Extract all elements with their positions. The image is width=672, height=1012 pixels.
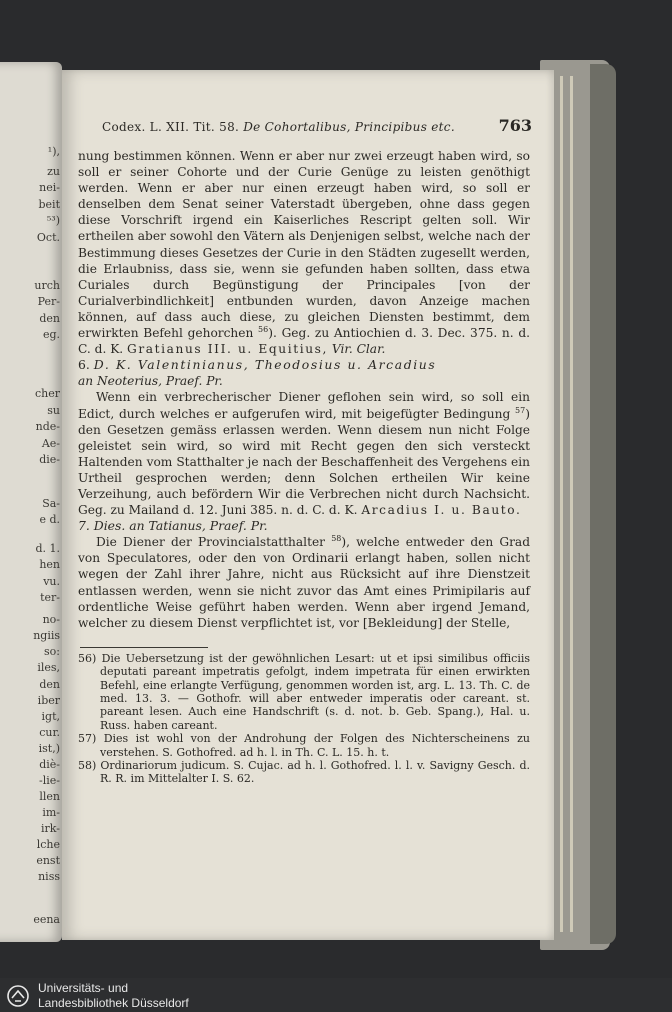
left-page-fragment: ¹),: [47, 145, 60, 158]
left-page-fragment: cher: [34, 387, 60, 400]
p2-text-b: ) den Gesetzen gemäss erlassen werden. Wenn diesem nun nicht Folge geleistet sein wird, so wird mit Recht gegen den sich versteckt Haltenden vom Statthalter je nach der Beschaffenheit des Vergehens ein Urtheil gesprochen werden; denn Solchen ertheilen Wir keine Verzeihung, auch befördern Wir die Verbrechen nicht durch Nachsicht. Geg. zu Mailand d. 12. Juni 385. n. d. C. d. K.: [78, 406, 530, 518]
h6-number: 6.: [78, 357, 90, 373]
left-page-fragment: -lie-: [39, 774, 60, 787]
left-page-fragment: urch: [34, 279, 60, 292]
footnote-rule: [80, 647, 208, 648]
left-page-fragment: su: [47, 404, 60, 417]
left-page-fragment: im-: [42, 806, 60, 819]
page-number: 763: [498, 116, 532, 135]
p3-text: Die Diener der Provincialstatthalter: [96, 535, 326, 550]
left-page-fragment: iber: [37, 694, 60, 707]
running-header: [102, 118, 532, 136]
header-left: [102, 120, 455, 134]
book-cover: [590, 64, 616, 944]
left-page-fragment: d. 1.: [35, 542, 60, 555]
left-page-fragment: hen: [39, 558, 60, 571]
left-page-fragment: eena: [33, 913, 60, 926]
left-page-fragment: Oct.: [36, 231, 60, 244]
footer-line-1: Universitäts- und: [38, 981, 129, 995]
p1-names: Gratianus III. u. Equitius,: [127, 342, 328, 357]
section-heading-6: [78, 357, 530, 373]
paragraph-1: nung bestimmen können. Wenn er aber nur zwei erzeugt haben wird, so soll er seiner Cohorte und der Curie Genüge zu leisten genöthigt werden. Wenn er aber nur einen erzeugt haben wird, so soll er denselben dem Senat seiner Vaterstadt übergeben, ohne dass gegen diese Vorschrift irgend ein Kaiserliches Rescript gelten soll. Wir ertheilen aber sowohl den Vätern als Denjenigen selbst, welche nach der Bestimmung dieses Gesetzes der Curie in den Städten zugesellt werden, die Erlaubniss, dass sie, wenn sie gefunden haben sollten, dass etwa Curiales durch Begünstigung der Principales [von der Curialverbindlichkeit] entbunden wurden, davon Anzeige machen können, auf dass auch diese, zu gleichen Diensten bestimmt, dem erwirkten Befehl gehorchen $^{56}$). Geg. zu Antiochien d. 3. Dec. 375. n. d. C. d. K. Gratianus III. u. Equitius, Vir. Clar.: [78, 149, 530, 357]
left-page-fragment: Sa-: [42, 497, 60, 510]
left-page-fragment: vu.: [43, 575, 60, 588]
right-page: [62, 70, 554, 940]
left-page-fragment: ist,): [38, 742, 60, 755]
p2-names: Arcadius I. u. Bauto.: [361, 503, 522, 518]
p1-vir: Vir. Clar.: [331, 342, 386, 357]
left-page-fragment: niss: [38, 870, 60, 883]
left-page-fragment: Per-: [37, 295, 60, 308]
left-page-fragment: Ae-: [41, 437, 60, 450]
ulb-logo-icon: [6, 984, 30, 1008]
header-title: De Cohortalibus, Principibus etc.: [243, 120, 455, 134]
p2-text: Wenn ein verbrecherischer Diener geflohen sein wird, so soll ein Edict, durch welches er aufgerufen wird, mit beigefügter Bedingung: [78, 390, 530, 421]
h6-text: D. K. Valentinianus, Theodosius u. Arcadius: [93, 357, 437, 373]
left-page-fragment: ter-: [40, 591, 60, 604]
left-page-fragment: diè-: [39, 758, 60, 771]
left-page-fragment: enst: [36, 854, 60, 867]
header-codex: Codex. L. XII. Tit. 58.: [102, 120, 240, 134]
left-page-fragment: no-: [42, 613, 60, 626]
paragraph-2: [78, 389, 530, 518]
left-page-fragment: den: [39, 678, 60, 691]
left-page-fragment: so:: [44, 645, 60, 658]
left-page-fragment: lche: [36, 838, 60, 851]
paragraph-3: [78, 534, 530, 631]
footnote-ref: 56: [258, 325, 269, 335]
library-footer: [0, 978, 672, 1012]
left-page-fragment: ⁵³): [46, 214, 60, 227]
left-page-fragment: irk-: [41, 822, 60, 835]
left-page-fragment: iles,: [37, 661, 60, 674]
section-heading-7: 7. Dies. an Tatianus, Praef. Pr.: [78, 518, 268, 534]
footnote-ref: 57: [515, 405, 526, 415]
page-edge: [560, 76, 563, 932]
left-page-fragment: eg.: [42, 328, 60, 341]
left-page-fragment: igt,: [41, 710, 60, 723]
section-subheading-6: an Neoterius, Praef. Pr.: [78, 374, 223, 389]
left-page-fragment: beit: [38, 198, 60, 211]
p3-text-b: ), welche entweder den Grad von Speculatores, oder den von Ordinarii erlangt haben, sollen nicht wegen der Zahl ihrer Jahre, nicht aus Rücksicht auf ihre Dienstzeit entlassen werden, wenn sie nicht zuvor das Amt eines Primipilaris auf ordentliche Weise geführt haben werden. Wenn aber irgend Jemand, welcher zu diesem Dienst verpflichtet ist, vor [Bekleidung] der Stelle,: [78, 535, 530, 630]
left-page-fragment: den: [39, 312, 60, 325]
left-page-fragment: ngiis: [33, 629, 60, 642]
left-page-fragment: die-: [39, 453, 60, 466]
left-page-fragment: nei-: [39, 181, 60, 194]
p1-tail: . Geg. zu Antiochien d. 3. Dec. 375. n. d. C. d. K.: [78, 326, 530, 357]
left-page-edge: [0, 62, 62, 942]
left-page-fragment: cur.: [39, 726, 60, 739]
footnote-56: 56) Die Uebersetzung ist der gewöhnlichen Lesart: ut et ipsi similibus officiis deputati pareant impetratis gefolgt, indem impetrata für einen erwirkten Befehl, eine erlangte Verfügung, genommen worden ist, arg. L. 13. Th. C. de med. 13. 3. — Gothofr. will aber entweder imperatis oder careant. st. pareant lesen. Auch eine Handschrift (s. d. not. b. Geb. Spang.), Hal. u. Russ. haben careant.: [78, 651, 530, 732]
page-body: [78, 148, 530, 786]
p1-text: nung bestimmen können. Wenn er aber nur zwei erzeugt haben wird, so soll er seiner Cohorte und der Curie Genüge zu leisten genöthigt werden. Wenn er aber nur einen erzeugt haben wird, so soll er denselben dem Senat seiner Vaterstadt übergeben, ohne dass gegen diese Vorschrift irgend ein Kaiserliches Rescript gelten soll. Wir ertheilen aber sowohl den Vätern als Denjenigen selbst, welche nach der Bestimmung dieses Gesetzes der Curie in den Städten zugesellt werden, die Erlaubniss, dass sie, wenn sie gefunden haben sollten, dass etwa Curiales durch Begünstigung der Principales [von der Curialverbindlichkeit] entbunden wurden, davon Anzeige machen können, auf dass auch diese, zu gleichen Diensten bestimmt, dem erwirkten Befehl gehorchen: [78, 149, 530, 341]
footer-line-2: Landesbibliothek Düsseldorf: [38, 996, 189, 1010]
left-page-fragment: nde-: [35, 420, 60, 433]
footnote-58: 58) Ordinariorum judicum. S. Cujac. ad h. l. Gothofred. l. l. v. Savigny Gesch. d. R. R. im Mittelalter I. S. 62.: [78, 759, 530, 786]
footnote-57: 57) Dies ist wohl von der Androhung der Folgen des Nichterscheinens zu verstehen. S. Gothofred. ad h. l. in Th. C. L. 15. h. t.: [78, 732, 530, 759]
page-edge: [570, 76, 573, 932]
footnote-ref: 58: [331, 534, 342, 544]
left-page-fragment: e d.: [39, 513, 60, 526]
left-page-fragment: llen: [39, 790, 60, 803]
left-page-fragment: zu: [47, 165, 60, 178]
